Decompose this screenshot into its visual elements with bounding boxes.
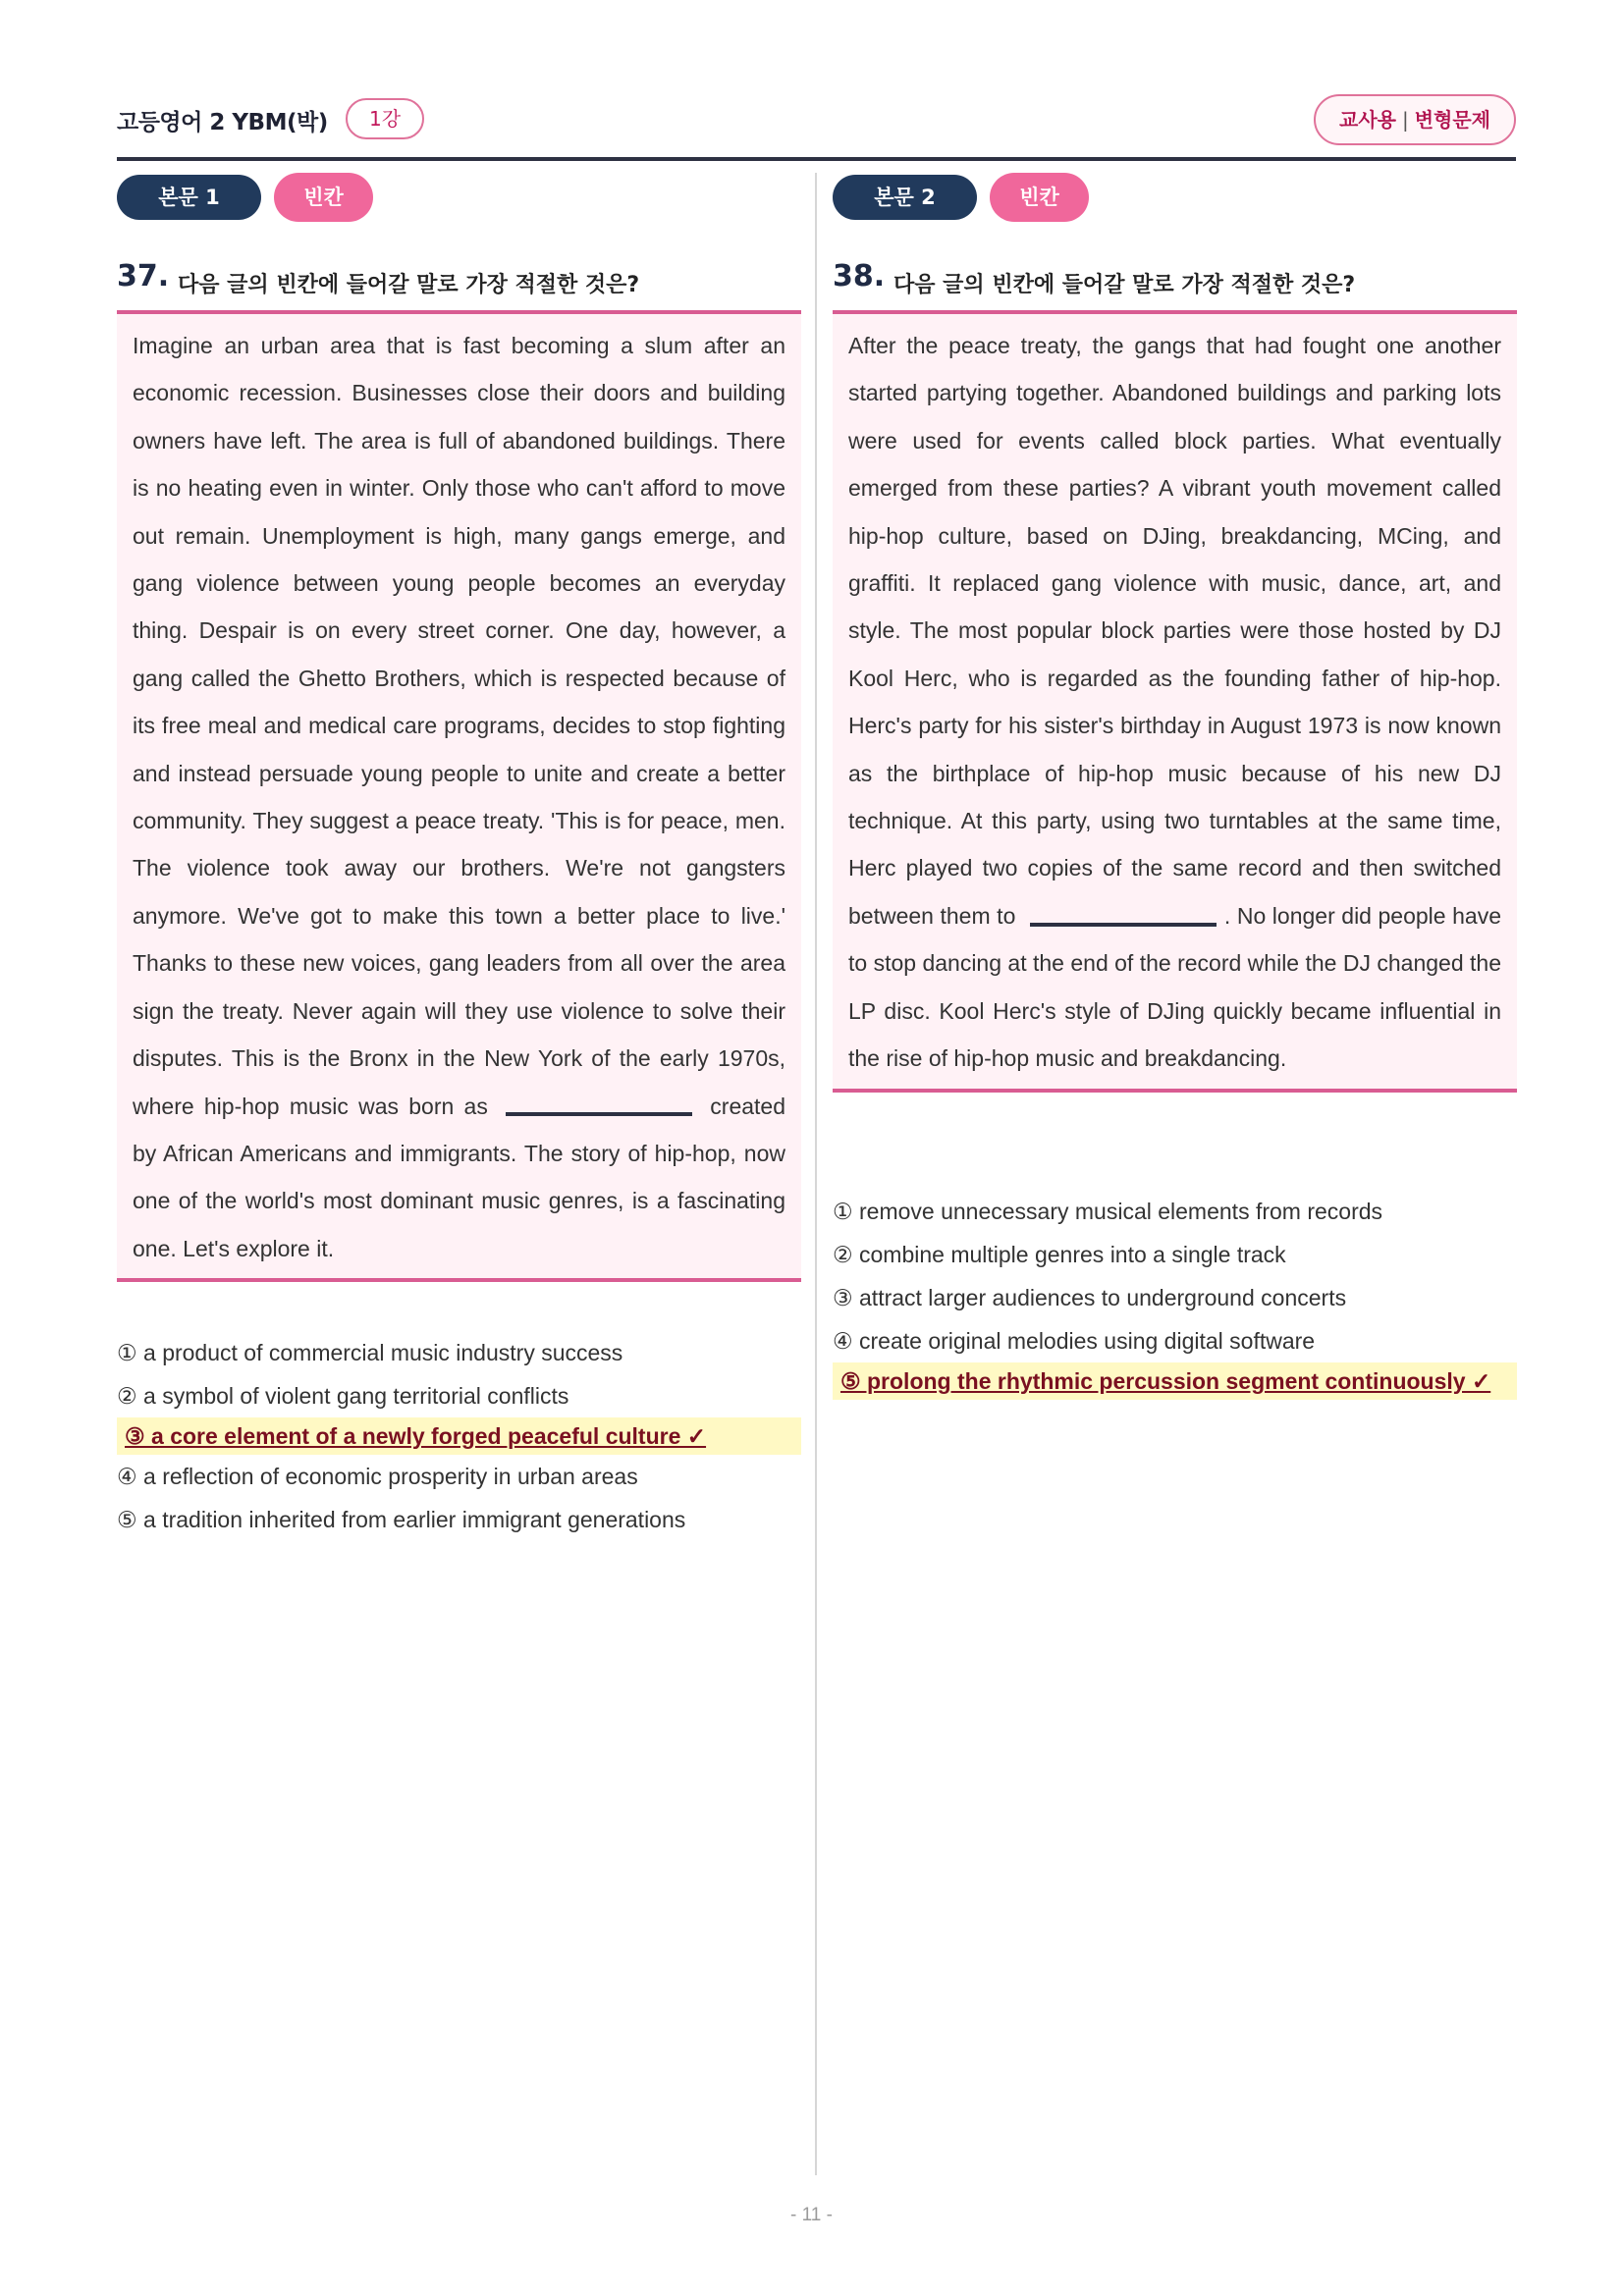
section-tag: 본문 1	[117, 175, 261, 220]
choice-1[interactable]: ① a product of commercial music industry success	[117, 1340, 623, 1365]
question-heading	[833, 259, 1517, 314]
edition-label: 교사용	[1339, 108, 1396, 132]
passage-text-after-blank: created by African Americans and immigrants. The story of hip-hop, now one of the world's most dominant music genres, is a fascinating one. Let's explore it.	[133, 1093, 786, 1261]
lesson-badge: 1강	[346, 98, 424, 139]
answer-blank	[1030, 909, 1217, 927]
choice-4[interactable]: ④ create original melodies using digital software	[833, 1328, 1316, 1354]
choice-5[interactable]: ⑤ a tradition inherited from earlier immigrant generations	[117, 1507, 686, 1532]
question-prompt: 다음 글의 빈칸에 들어갈 말로 가장 적절한 것은?	[178, 273, 640, 297]
choice-list	[833, 1190, 1517, 1400]
question-38-column	[833, 173, 1517, 1394]
choice-2[interactable]: ② combine multiple genres into a single track	[833, 1242, 1286, 1267]
choice-4[interactable]: ④ a reflection of economic prosperity in urban areas	[117, 1464, 638, 1489]
question-number: 37.	[117, 259, 170, 294]
page-number: - 11 -	[790, 2205, 833, 2225]
edition-separator: |	[1401, 108, 1409, 132]
question-tags	[833, 173, 1517, 222]
passage-text-before-blank: After the peace treaty, the gangs that had fought one another started partying together. Abandoned buildings and parking lots were used for events called block parties. What eventually emerged from these parties? A vibrant youth movement called hip-hop culture, based on DJing, breakdancing, MCing, and graffiti. It replaced gang violence with music, dance, art, and style. The most popular block parties were those hosted by DJ Kool Herc, who is regarded as the founding father of hip-hop. Herc's party for his sister's birthday in August 1973 is now known as the birthplace of hip-hop music because of his new DJ technique. At this party, using two turntables at the same time, Herc played two copies of the same record and then switched between them to	[848, 333, 1501, 929]
question-37-column	[117, 173, 801, 1532]
page-header	[117, 94, 1516, 161]
edition-type-label: 변형문제	[1414, 108, 1490, 132]
choice-5-correct-answer[interactable]: ⑤ prolong the rhythmic percussion segment continuously ✓	[833, 1362, 1517, 1400]
question-heading	[117, 259, 801, 314]
choice-3-correct-answer[interactable]: ③ a core element of a newly forged peaceful culture ✓	[117, 1417, 801, 1455]
question-prompt: 다음 글의 빈칸에 들어갈 말로 가장 적절한 것은?	[893, 273, 1356, 297]
choice-2[interactable]: ② a symbol of violent gang territorial conflicts	[117, 1383, 569, 1409]
question-tags	[117, 173, 801, 222]
passage-text-before-blank: Imagine an urban area that is fast becoming a slum after an economic recession. Businesses close their doors and building owners have left. The area is full of abandoned buildings. There is no heating even in winter. Only those who can't afford to move out remain. Unemployment is high, many gangs emerge, and gang violence between young people becomes an everyday thing. Despair is on every street corner. One day, however, a gang called the Ghetto Brothers, which is respected because of its free meal and medical care programs, decides to stop fighting and instead persuade young people to unite and create a better community. They suggest a peace treaty. 'This is for peace, men. The violence took away our brothers. We're not gangsters anymore. We've got to make this town a better place to live.' Thanks to these new voices, gang leaders from all over the area sign the treaty. Never again will they use violence to solve their disputes. This is the Bronx in the New York of the early 1970s, where hip-hop music was born as	[133, 333, 785, 1119]
choice-3[interactable]: ③ attract larger audiences to underground concerts	[833, 1285, 1347, 1310]
passage-text-after-blank: . No longer did people have to stop dancing at the end of the record while the DJ changed the LP disc. Kool Herc's style of DJing quickly became influential in the rise of hip-hop music and breakdancing.	[848, 902, 1502, 1072]
section-tag: 본문 2	[833, 175, 977, 220]
choice-1[interactable]: ① remove unnecessary musical elements from records	[833, 1199, 1383, 1224]
edition-badge	[1314, 94, 1516, 145]
book-title: 고등영어 2 YBM(박)	[117, 110, 328, 135]
choice-list	[117, 1331, 801, 1541]
passage-box	[117, 314, 801, 1282]
question-type-tag: 빈칸	[990, 173, 1089, 222]
question-number: 38.	[833, 259, 886, 294]
passage-box	[833, 314, 1517, 1093]
column-divider	[815, 173, 817, 2175]
answer-blank	[506, 1098, 692, 1116]
question-type-tag: 빈칸	[274, 173, 373, 222]
